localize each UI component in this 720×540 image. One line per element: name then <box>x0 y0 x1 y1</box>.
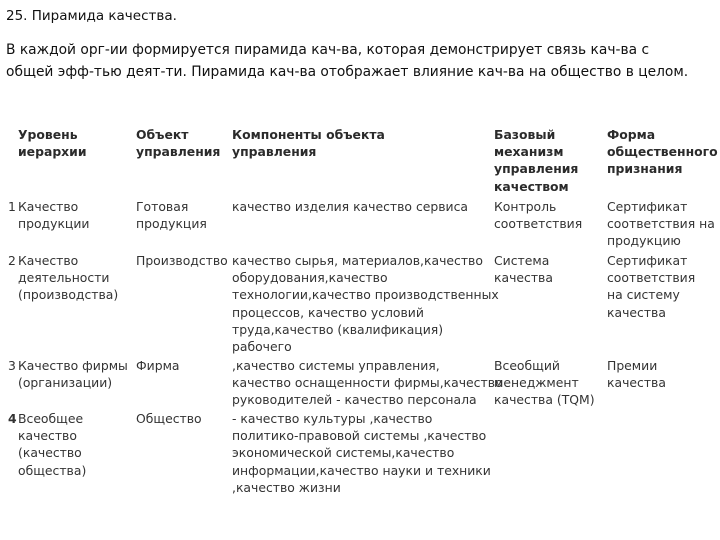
cell-line: продукция <box>136 216 207 232</box>
cell-line: соответствия <box>607 270 696 286</box>
cell-line: качества (TQM) <box>494 392 595 408</box>
row-object <box>136 252 232 269</box>
cell-line: Система <box>494 253 550 268</box>
row-components <box>232 252 499 355</box>
cell-line: Сертификат <box>607 253 688 268</box>
row-number: 2 <box>8 253 16 268</box>
row-components <box>232 357 503 409</box>
header-level <box>18 126 136 160</box>
cell-line: соответствия на <box>607 216 715 232</box>
header-mechanism <box>494 126 606 195</box>
row-recognition <box>607 357 720 391</box>
row-level <box>18 410 136 479</box>
cell-line: Контроль <box>494 199 557 214</box>
row-level <box>18 252 136 304</box>
cell-line: качества <box>494 270 553 286</box>
row-object <box>136 410 232 427</box>
intro-paragraph <box>6 39 718 83</box>
cell-line: деятельности <box>18 270 110 286</box>
cell-line: Сертификат <box>607 199 688 214</box>
cell-line: продукции <box>18 216 90 232</box>
cell-line: качество оснащенности фирмы,качество <box>232 375 503 391</box>
row-recognition <box>607 198 720 250</box>
cell-line: труда,качество (квалификация) <box>232 321 444 337</box>
cell-line: Общество <box>136 411 202 426</box>
row-mechanism <box>494 252 606 286</box>
cell-line: на систему <box>607 287 680 303</box>
cell-line: ,качество жизни <box>232 479 341 495</box>
cell-line: общества) <box>18 462 87 478</box>
cell-line: технологии,качество производственных <box>232 287 499 303</box>
row-object <box>136 357 232 374</box>
page-title: 25. Пирамида качества. <box>6 8 177 24</box>
cell-line: менеджмент <box>494 375 579 391</box>
row-recognition <box>607 252 720 321</box>
cell-line: оборудования,качество <box>232 270 388 286</box>
cell-line: Качество <box>18 253 79 268</box>
header-line: Компоненты объекта <box>232 127 385 142</box>
cell-line: качество сырья, материалов,качество <box>232 253 483 268</box>
cell-line: Производство <box>136 253 228 268</box>
row-number: 1 <box>8 199 16 214</box>
cell-line: процессов, качество условий <box>232 304 424 320</box>
header-line: управления <box>136 144 221 160</box>
cell-line: Всеобщее <box>18 411 84 426</box>
header-line: Уровень <box>18 127 78 142</box>
intro-line: В каждой орг-ии формируется пирамида кач-ва, которая демонстрирует связь кач-ва с <box>6 42 650 58</box>
cell-line: экономической системы,качество <box>232 445 455 461</box>
cell-line: Качество <box>18 199 79 214</box>
row-object <box>136 198 232 232</box>
header-components <box>232 126 494 160</box>
cell-line: - качество культуры ,качество <box>232 411 433 426</box>
cell-line: Всеобщий <box>494 358 560 373</box>
header-line: управления <box>494 161 579 177</box>
header-line: иерархии <box>18 144 87 160</box>
cell-line: качества <box>607 375 666 391</box>
header-line: Форма <box>607 127 656 142</box>
cell-line: качество изделия качество сервиса <box>232 199 469 214</box>
row-level <box>18 357 136 391</box>
row-number: 4 <box>8 411 17 426</box>
cell-line: Качество фирмы <box>18 358 128 373</box>
header-object <box>136 126 232 160</box>
row-mechanism <box>494 357 606 409</box>
cell-line: соответствия <box>494 216 583 232</box>
header-line: управления <box>232 144 317 160</box>
cell-line: (качество <box>18 445 82 461</box>
row-number: 3 <box>8 358 16 373</box>
header-line: механизм <box>494 144 564 160</box>
header-line: качеством <box>494 178 569 194</box>
row-components <box>232 198 494 215</box>
cell-line: (производства) <box>18 287 119 303</box>
cell-line: руководителей - качество персонала <box>232 392 477 408</box>
header-line: Объект <box>136 127 189 142</box>
header-line: признания <box>607 161 683 177</box>
cell-line: качество <box>18 428 77 444</box>
cell-line: продукцию <box>607 233 681 249</box>
row-mechanism <box>494 198 606 232</box>
header-line: общественного <box>607 144 718 160</box>
header-line: Базовый <box>494 127 556 142</box>
header-recognition <box>607 126 720 178</box>
cell-line: информации,качество науки и техники <box>232 462 491 478</box>
row-level <box>18 198 136 232</box>
row-components <box>232 410 494 496</box>
cell-line: рабочего <box>232 339 292 355</box>
cell-line: Готовая <box>136 199 189 214</box>
cell-line: политико-правовой системы ,качество <box>232 428 487 444</box>
cell-line: Фирма <box>136 358 180 373</box>
cell-line: Премии <box>607 358 658 373</box>
cell-line: качества <box>607 304 666 320</box>
intro-line: общей эфф-тью деят-ти. Пирамида кач-ва отображает влияние кач-ва на общество в целом. <box>6 64 689 80</box>
cell-line: (организации) <box>18 375 113 391</box>
cell-line: ,качество системы управления, <box>232 358 440 373</box>
